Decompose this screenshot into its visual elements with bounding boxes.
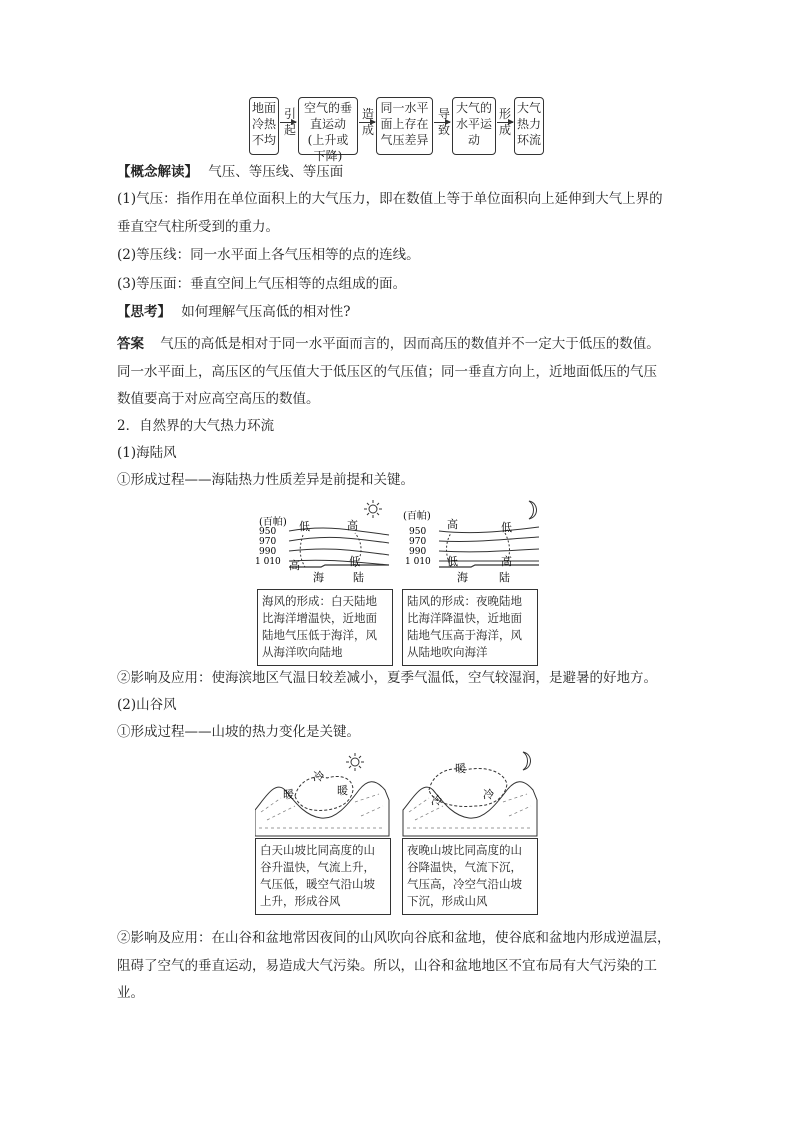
flow-link-1: 引起 bbox=[283, 107, 296, 137]
warm-label-night: 暖 bbox=[455, 762, 466, 775]
think-answer: 答案 气压的高低是相对于同一水平面而言的，因而高压的数值并不一定大于低压的数值。 bbox=[117, 336, 660, 352]
level-950: 950 bbox=[259, 527, 277, 537]
valley-impact-line-1: ②影响及应用：在山谷和盆地常因夜间的山风吹向谷底和盆地，使谷底和盆地内形成逆温层， bbox=[117, 930, 671, 946]
low-lower-night: 低 bbox=[447, 555, 458, 568]
low-lower: 低 bbox=[349, 555, 360, 568]
valley-diagram bbox=[255, 750, 545, 837]
sea-breeze-panel bbox=[255, 500, 389, 584]
high-lower-night: 高 bbox=[501, 555, 512, 568]
level-1010-night: 1 010 bbox=[405, 557, 431, 567]
valley-impact-line-3: 业。 bbox=[117, 985, 144, 1001]
unit-label: (百帕) bbox=[259, 517, 287, 528]
sea-land-impact: ②影响及应用：使海滨地区气温日较差减小，夏季气温低，空气较湿润，是避暑的好地方。 bbox=[117, 670, 657, 686]
flow-arrow-3 bbox=[434, 122, 450, 123]
concept-item-1: (1)气压：指作用在单位面积上的大气压力，即在数值上等于单位面积向上延伸到大气上界的 bbox=[117, 191, 663, 207]
concept-heading: 【概念解读】 气压、等压线、等压面 bbox=[117, 164, 344, 180]
high-upper-night: 高 bbox=[447, 518, 458, 531]
low-upper-night: 低 bbox=[501, 521, 512, 534]
concept-item-2: (2)等压线：同一水平面上各气压相等的点的连线。 bbox=[117, 247, 420, 263]
valley-wind-night-panel bbox=[403, 752, 537, 836]
sea-breeze-caption: 海风的形成：白天陆地比海洋增温快，近地面陆地气压低于海洋，风从海洋吹向陆地 bbox=[257, 589, 393, 666]
mountain-wind-caption: 夜晚山坡比同高度的山谷降温快，气流下沉，气压高，冷空气沿山坡下沉，形成山风 bbox=[402, 838, 538, 915]
valley-wind-caption: 白天山坡比同高度的山谷升温快，气流上升，气压低，暖空气沿山坡上升，形成谷风 bbox=[255, 838, 391, 915]
unit-label-night: (百帕) bbox=[403, 511, 431, 522]
level-950-night: 950 bbox=[409, 527, 427, 537]
level-970: 970 bbox=[259, 537, 277, 547]
land-label: 陆 bbox=[353, 571, 364, 584]
cold-label-day: 冷 bbox=[313, 770, 324, 783]
land-label-night: 陆 bbox=[499, 571, 510, 584]
flow-link-4: 形成 bbox=[498, 107, 511, 137]
flow-box-3: 同一水平面上存在气压差异 bbox=[376, 97, 433, 155]
sun-icon bbox=[364, 500, 382, 518]
low-upper: 低 bbox=[299, 520, 310, 533]
land-breeze-caption: 陆风的形成：夜晚陆地比海洋降温快，近地面陆地气压高于海洋，风从陆地吹向海洋 bbox=[402, 589, 538, 666]
high-upper: 高 bbox=[347, 519, 358, 532]
valley-heading: (2)山谷风 bbox=[117, 697, 177, 713]
sea-land-diagram bbox=[255, 495, 545, 590]
sea-land-process: ①形成过程——海陆热力性质差异是前提和关键。 bbox=[117, 472, 414, 488]
level-1010: 1 010 bbox=[255, 557, 281, 567]
high-lower: 高 bbox=[289, 559, 300, 572]
think-answer-line-2: 同一水平面上，高压区的气压值大于低压区的气压值；同一垂直方向上，近地面低压的气压 bbox=[117, 364, 657, 380]
valley-wind-day-panel bbox=[255, 753, 389, 836]
think-answer-line-3: 数值要高于对应高空高压的数值。 bbox=[117, 391, 320, 407]
warm-label-day-left: 暖 bbox=[283, 788, 294, 801]
level-990-night: 990 bbox=[409, 547, 427, 557]
valley-process: ①形成过程——山坡的热力变化是关键。 bbox=[117, 724, 360, 740]
sea-land-heading: (1)海陆风 bbox=[117, 445, 177, 461]
concept-item-1-cont: 垂直空气柱所受到的重力。 bbox=[117, 219, 279, 235]
think-heading: 【思考】 如何理解气压高低的相对性? bbox=[117, 304, 351, 320]
moon-icon bbox=[523, 752, 531, 770]
sea-label: 海 bbox=[313, 571, 324, 584]
flow-box-4: 大气的水平运动 bbox=[452, 97, 496, 155]
moon-icon bbox=[529, 501, 537, 519]
land-breeze-panel bbox=[403, 501, 539, 584]
sea-label-night: 海 bbox=[457, 571, 468, 584]
warm-label-day-right: 暖 bbox=[337, 784, 348, 797]
flow-box-5: 大气热力环流 bbox=[514, 97, 544, 155]
concept-item-3: (3)等压面：垂直空间上气压相等的点组成的面。 bbox=[117, 276, 407, 292]
flow-box-1: 地面冷热不均 bbox=[249, 97, 279, 155]
cold-label-night-left: 冷 bbox=[431, 794, 442, 807]
level-970-night: 970 bbox=[409, 537, 427, 547]
flow-arrow-4 bbox=[497, 122, 513, 123]
flow-arrow-2 bbox=[359, 122, 375, 123]
flow-arrow-1 bbox=[280, 122, 296, 123]
flow-box-2: 空气的垂直运动(上升或下降) bbox=[298, 97, 358, 155]
cold-label-night-right: 冷 bbox=[483, 788, 494, 801]
flow-link-2: 造成 bbox=[361, 107, 374, 137]
level-990: 990 bbox=[259, 547, 277, 557]
flow-link-3: 导致 bbox=[437, 107, 450, 137]
valley-impact-line-2: 阻碍了空气的垂直运动，易造成大气污染。所以，山谷和盆地地区不宜布局有大气污染的工 bbox=[117, 958, 657, 974]
sun-icon bbox=[346, 753, 364, 771]
section-title: 2．自然界的大气热力环流 bbox=[117, 418, 275, 434]
